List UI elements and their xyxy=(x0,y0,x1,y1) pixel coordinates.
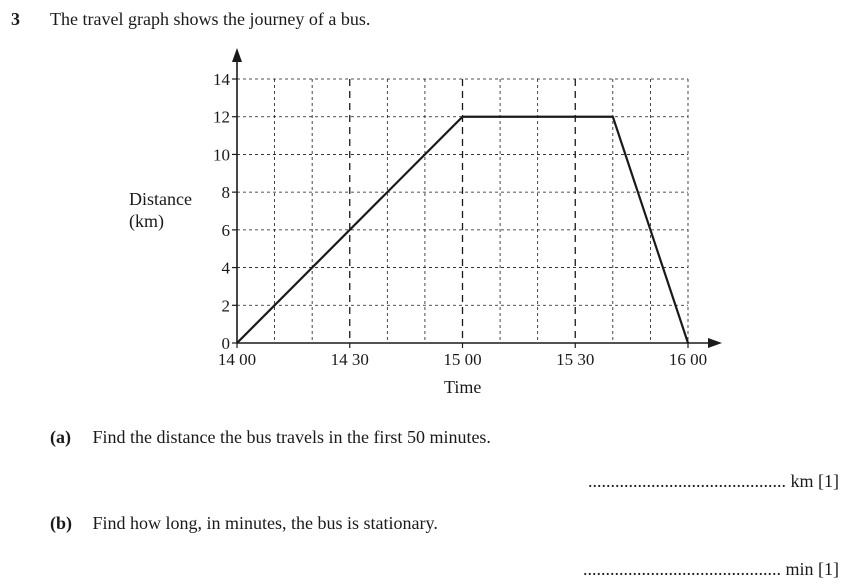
answer-line-b[interactable] xyxy=(583,559,839,580)
answer-unit-b: min xyxy=(785,559,814,579)
y-tick-label: 2 xyxy=(221,296,230,316)
x-tick-label: 15 00 xyxy=(443,350,482,369)
part-a xyxy=(50,427,491,448)
y-axis-label-line-2: (km) xyxy=(129,211,164,231)
answer-unit-a: km xyxy=(790,471,814,491)
y-tick-label: 8 xyxy=(221,183,230,203)
y-tick-label: 6 xyxy=(221,220,230,240)
answer-line-a[interactable] xyxy=(588,471,839,492)
y-tick-label: 12 xyxy=(213,107,230,127)
y-axis-label xyxy=(129,188,192,232)
answer-dots-b[interactable]: ............................................ xyxy=(582,559,781,579)
part-b-label: (b) xyxy=(50,513,72,533)
y-axis-arrow xyxy=(232,48,242,62)
question-intro: The travel graph shows the journey of a bus. xyxy=(50,9,371,29)
y-axis-label-line-1: Distance xyxy=(129,189,192,209)
answer-dots-a[interactable]: ............................................ xyxy=(587,471,786,491)
x-tick-label: 15 30 xyxy=(556,350,595,369)
part-b xyxy=(50,513,438,534)
marks-a: [1] xyxy=(818,471,839,491)
x-tick-label: 16 00 xyxy=(668,350,708,369)
y-tick-label: 14 xyxy=(213,70,230,89)
axes xyxy=(232,48,722,348)
part-a-label: (a) xyxy=(50,427,71,447)
question-number: 3 xyxy=(11,9,20,29)
y-tick-label: 4 xyxy=(221,258,230,278)
y-tick-label: 10 xyxy=(213,145,230,165)
part-b-text: Find how long, in minutes, the bus is stationary. xyxy=(92,513,438,533)
marks-b: [1] xyxy=(818,559,839,579)
x-tick-label: 14 30 xyxy=(330,350,369,369)
x-axis-label: Time xyxy=(444,377,482,397)
grid xyxy=(237,79,688,343)
tick-labels xyxy=(213,70,707,369)
part-a-text: Find the distance the bus travels in the first 50 minutes. xyxy=(92,427,491,447)
x-tick-label: 14 00 xyxy=(217,350,257,369)
x-axis-arrow xyxy=(708,338,722,348)
y-tick-label: 0 xyxy=(221,334,230,353)
